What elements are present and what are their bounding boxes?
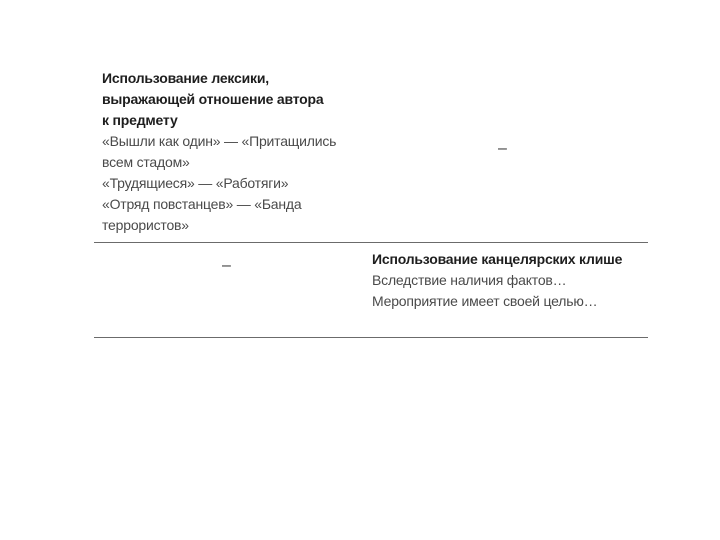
table-row [94,64,648,243]
cell-heading: Использование канцелярских клише [372,251,623,267]
table-row [94,243,648,338]
example-line: Мероприятие имеет своей целью… [372,293,598,309]
example-line: «Отряд повстанцев» — «Банда террористов» [102,196,302,233]
empty-cell-dash: – [498,140,507,157]
cell-heading: Использование лексики, выражающей отношение автора к предмету [102,70,324,128]
empty-cell-dash: – [222,257,231,274]
table-cell-evaluative-lexicon [94,64,368,242]
table-cell-empty [368,64,648,242]
cell-content [372,249,642,312]
comparison-table [94,64,648,338]
table-cell-empty [94,243,368,337]
example-line: Вследствие наличия фактов… [372,272,567,288]
example-line: «Трудящиеся» — «Работяги» [102,175,289,191]
table-cell-bureaucratic-cliches [368,243,648,337]
example-line: «Вышли как один» — «Притащились всем стадом» [102,133,337,170]
cell-content [102,68,364,236]
